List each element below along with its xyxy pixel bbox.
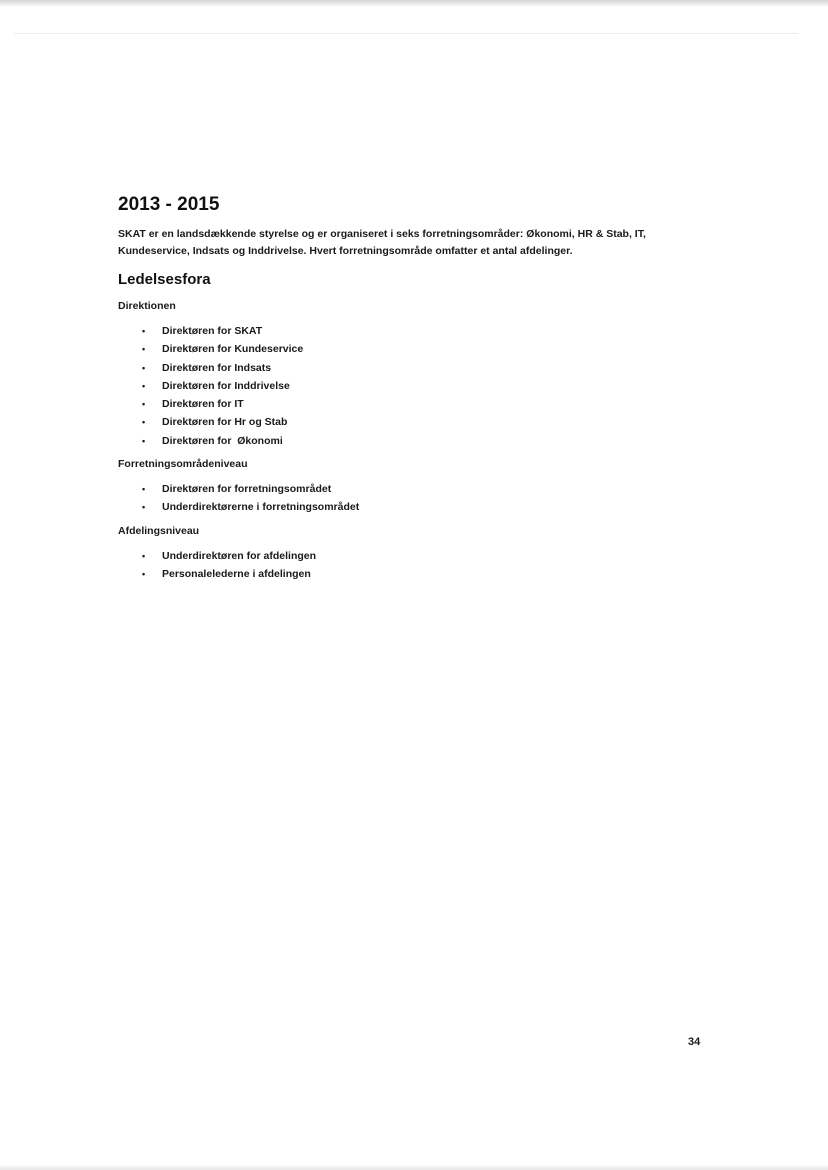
- bullet-icon: •: [142, 326, 146, 336]
- list-item: [142, 547, 718, 565]
- list-item-text: Direktøren for Økonomi: [162, 434, 283, 447]
- section-title: Ledelsesfora: [118, 271, 211, 288]
- scan-line-top: [14, 33, 798, 34]
- bullet-icon: •: [142, 380, 146, 391]
- list-item: [142, 565, 718, 583]
- scan-edge-top: [0, 0, 828, 6]
- bullet-icon: •: [142, 362, 146, 373]
- page-number: 34: [688, 1036, 701, 1048]
- list-item: [142, 377, 718, 395]
- list-item: [142, 480, 718, 498]
- bullet-icon: •: [142, 435, 146, 446]
- list-item: [142, 340, 718, 358]
- list-item-text: Direktøren for Hr og Stab: [162, 416, 288, 429]
- document-content: [118, 192, 718, 583]
- bullet-icon: •: [142, 568, 146, 579]
- list-afdelingsniveau: [118, 547, 718, 584]
- bullet-icon: •: [142, 502, 146, 513]
- list-item: [142, 413, 718, 431]
- bullet-icon: •: [142, 344, 146, 355]
- bullet-icon: •: [142, 484, 146, 495]
- list-forretningsomraadeniveau: [118, 480, 718, 517]
- list-direktionen: [118, 322, 718, 450]
- bullet-icon: •: [142, 399, 146, 410]
- list-item: [142, 498, 718, 516]
- list-item: [142, 322, 718, 340]
- list-item-text: Direktøren for Kundeservice: [162, 343, 304, 356]
- bullet-icon: •: [142, 550, 146, 561]
- bullet-icon: •: [142, 417, 146, 428]
- list-item-text: Underdirektørerne i forretningsområdet: [162, 501, 360, 514]
- list-item-text: Underdirektøren for afdelingen: [162, 549, 317, 562]
- list-item-text: Direktøren for SKAT: [162, 325, 263, 337]
- list-item-text: Direktøren for forretningsområdet: [162, 483, 332, 496]
- list-item-text: Personalelederne i afdelingen: [162, 567, 311, 580]
- list-item: [142, 395, 718, 413]
- scan-edge-bottom: [0, 1165, 828, 1170]
- heading-years: 2013 - 2015: [118, 194, 220, 215]
- group-title-afdelingsniveau: Afdelingsniveau: [118, 524, 200, 537]
- list-item-text: Direktøren for IT: [162, 398, 244, 411]
- group-title-direktionen: Direktionen: [118, 300, 176, 312]
- list-item: [142, 359, 718, 377]
- list-item: [142, 432, 718, 450]
- intro-paragraph: SKAT er en landsdækkende styrelse og er organiseret i seks forretningsområder: Økonomi, HR & Stab, IT, Kundeservice, Indsats og Inddrivelse. Hvert forretningsområde omfatter et antal afdelinger.: [118, 228, 646, 257]
- list-item-text: Direktøren for Indsats: [162, 361, 272, 374]
- list-item-text: Direktøren for Inddrivelse: [162, 379, 290, 392]
- group-title-forretningsomraadeniveau: Forretningsområdeniveau: [118, 458, 248, 471]
